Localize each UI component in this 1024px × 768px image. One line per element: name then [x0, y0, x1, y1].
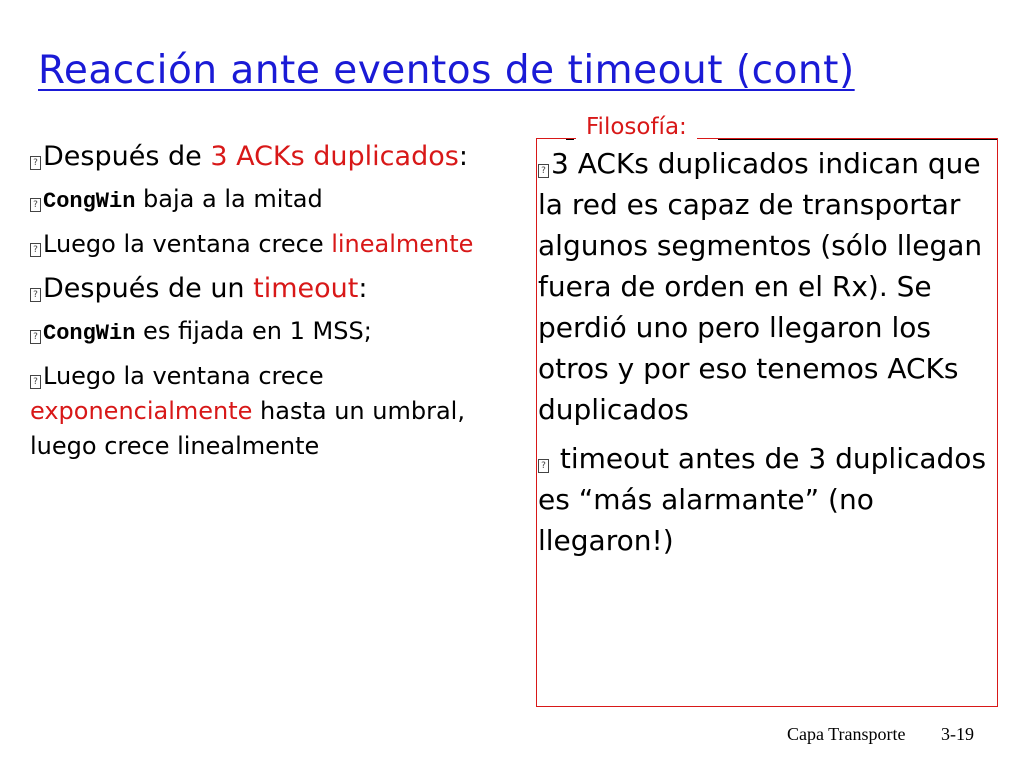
highlight-timeout: timeout [253, 273, 359, 304]
philosophy-label: Filosofía: [576, 114, 697, 140]
bullet-icon: ? [538, 164, 549, 178]
footer-page-number: 3-19 [941, 724, 974, 744]
philosophy-point-duplicate-acks: ? 3 ACKs duplicados indican que la red es capaz de transportar algunos segmentos (sólo llegan fuera de orden en el Rx). Se perdió uno pero llegaron los otros y por eso tenemos ACKs duplicados [538, 147, 983, 426]
left-column [30, 138, 500, 472]
bullet-after-timeout: ? Después de un timeout: [30, 270, 500, 308]
footer-section: Capa Transporte [787, 724, 906, 744]
bullet-congwin-mss: ? CongWin es fijada en 1 MSS; [30, 314, 500, 351]
bullet-icon: ? [30, 243, 41, 257]
highlight-linealmente: linealmente [331, 230, 474, 258]
bullet-after-3-acks: ? Después de 3 ACKs duplicados: [30, 138, 500, 176]
code-congwin: CongWin [43, 321, 136, 346]
highlight-3-acks: 3 ACKs duplicados [210, 141, 459, 172]
bullet-icon: ? [30, 288, 41, 302]
code-congwin: CongWin [43, 189, 136, 214]
slide-title: Reacción ante eventos de timeout (cont) [38, 48, 855, 93]
bullet-linear-growth: ? Luego la ventana crece linealmente [30, 227, 500, 262]
bullet-icon: ? [30, 375, 41, 389]
bullet-congwin-half: ? CongWin baja a la mitad [30, 182, 500, 219]
bullet-icon: ? [538, 459, 549, 473]
highlight-exponencialmente: exponencialmente [30, 397, 253, 425]
bullet-exponential-growth: ? Luego la ventana crece exponencialmente hasta un umbral, luego crece linealmente [30, 362, 465, 460]
philosophy-point-timeout: ? timeout antes de 3 duplicados es “más alarmante” (no llegaron!) [538, 442, 987, 557]
bullet-icon: ? [30, 156, 41, 170]
bullet-icon: ? [30, 198, 41, 212]
philosophy-content [538, 143, 996, 569]
bullet-icon: ? [30, 330, 41, 344]
